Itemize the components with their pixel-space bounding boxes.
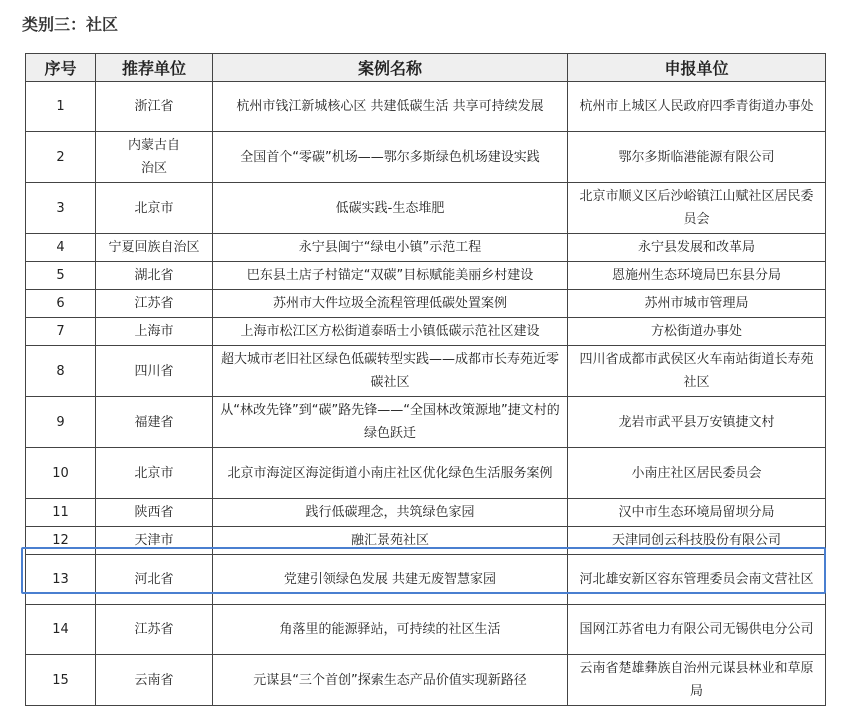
- table-row: [26, 655, 826, 706]
- cell-applicant: 恩施州生态环境局巴东县分局: [568, 262, 826, 290]
- table-row-highlighted: [26, 555, 826, 605]
- cell-unit: 上海市: [96, 318, 213, 346]
- cell-applicant: 云南省楚雄彝族自治州元谋县林业和草原局: [568, 655, 826, 706]
- header-applicant: 申报单位: [568, 54, 826, 82]
- cell-no: 10: [26, 448, 96, 499]
- cell-unit: 河北省: [96, 555, 213, 605]
- cell-applicant: 河北雄安新区容东管理委员会南文营社区: [568, 555, 826, 605]
- table-row: [26, 318, 826, 346]
- cell-no: 9: [26, 397, 96, 448]
- cell-no: 15: [26, 655, 96, 706]
- cell-unit: 北京市: [96, 448, 213, 499]
- cell-unit: 福建省: [96, 397, 213, 448]
- cell-applicant: 北京市顺义区后沙峪镇江山赋社区居民委员会: [568, 183, 826, 234]
- cell-no: 13: [26, 555, 96, 605]
- cell-unit: 江苏省: [96, 290, 213, 318]
- table-row: [26, 262, 826, 290]
- cell-no: 8: [26, 346, 96, 397]
- table-row: [26, 499, 826, 527]
- cell-unit: 陕西省: [96, 499, 213, 527]
- cell-case: 融汇景苑社区: [213, 527, 568, 555]
- cell-unit: 北京市: [96, 183, 213, 234]
- table-row: [26, 397, 826, 448]
- cell-no: 1: [26, 82, 96, 132]
- cell-case: 上海市松江区方松街道泰晤士小镇低碳示范社区建设: [213, 318, 568, 346]
- cell-applicant: 鄂尔多斯临港能源有限公司: [568, 132, 826, 183]
- cell-case: 超大城市老旧社区绿色低碳转型实践——成都市长寿苑近零碳社区: [213, 346, 568, 397]
- cell-case: 低碳实践-生态堆肥: [213, 183, 568, 234]
- cell-unit: 云南省: [96, 655, 213, 706]
- cell-case: 北京市海淀区海淀街道小南庄社区优化绿色生活服务案例: [213, 448, 568, 499]
- cell-applicant: 苏州市城市管理局: [568, 290, 826, 318]
- cell-no: 14: [26, 605, 96, 655]
- cell-case: 巴东县土店子村锚定“双碳”目标赋能美丽乡村建设: [213, 262, 568, 290]
- cell-applicant: 永宁县发展和改革局: [568, 234, 826, 262]
- cell-case: 践行低碳理念，共筑绿色家园: [213, 499, 568, 527]
- cell-no: 7: [26, 318, 96, 346]
- cell-unit: 江苏省: [96, 605, 213, 655]
- cell-unit: 浙江省: [96, 82, 213, 132]
- cell-case: 苏州市大件垃圾全流程管理低碳处置案例: [213, 290, 568, 318]
- table-row: [26, 290, 826, 318]
- cell-unit: 湖北省: [96, 262, 213, 290]
- cell-unit: 宁夏回族自治区: [96, 234, 213, 262]
- cell-case: 永宁县闽宁“绿电小镇”示范工程: [213, 234, 568, 262]
- case-table: [25, 53, 826, 706]
- cell-no: 11: [26, 499, 96, 527]
- cell-case: 全国首个“零碳”机场——鄂尔多斯绿色机场建设实践: [213, 132, 568, 183]
- cell-case: 党建引领绿色发展 共建无废智慧家园: [213, 555, 568, 605]
- cell-applicant: 小南庄社区居民委员会: [568, 448, 826, 499]
- table-row: [26, 234, 826, 262]
- table-row: [26, 82, 826, 132]
- cell-unit: 四川省: [96, 346, 213, 397]
- cell-unit: 天津市: [96, 527, 213, 555]
- header-no: 序号: [26, 54, 96, 82]
- table-row: [26, 132, 826, 183]
- cell-case: 元谋县“三个首创”探索生态产品价值实现新路径: [213, 655, 568, 706]
- header-case: 案例名称: [213, 54, 568, 82]
- cell-unit: 内蒙古自治区: [96, 132, 213, 183]
- cell-no: 4: [26, 234, 96, 262]
- cell-no: 12: [26, 527, 96, 555]
- cell-case: 从“林改先锋”到“碳”路先锋——“全国林改策源地”捷文村的绿色跃迁: [213, 397, 568, 448]
- cell-applicant: 汉中市生态环境局留坝分局: [568, 499, 826, 527]
- cell-no: 6: [26, 290, 96, 318]
- cell-case: 角落里的能源驿站，可持续的社区生活: [213, 605, 568, 655]
- cell-no: 5: [26, 262, 96, 290]
- table-row: [26, 605, 826, 655]
- cell-applicant: 四川省成都市武侯区火车南站街道长寿苑社区: [568, 346, 826, 397]
- table-row: [26, 448, 826, 499]
- section-title: 类别三：社区: [22, 15, 119, 34]
- table-row: [26, 183, 826, 234]
- cell-applicant: 杭州市上城区人民政府四季青街道办事处: [568, 82, 826, 132]
- table-row: [26, 527, 826, 555]
- cell-applicant: 方松街道办事处: [568, 318, 826, 346]
- cell-case: 杭州市钱江新城核心区 共建低碳生活 共享可持续发展: [213, 82, 568, 132]
- cell-applicant: 天津同创云科技股份有限公司: [568, 527, 826, 555]
- table-row: [26, 346, 826, 397]
- cell-no: 2: [26, 132, 96, 183]
- cell-no: 3: [26, 183, 96, 234]
- table-header-row: [26, 54, 826, 82]
- cell-applicant: 国网江苏省电力有限公司无锡供电分公司: [568, 605, 826, 655]
- cell-applicant: 龙岩市武平县万安镇捷文村: [568, 397, 826, 448]
- header-unit: 推荐单位: [96, 54, 213, 82]
